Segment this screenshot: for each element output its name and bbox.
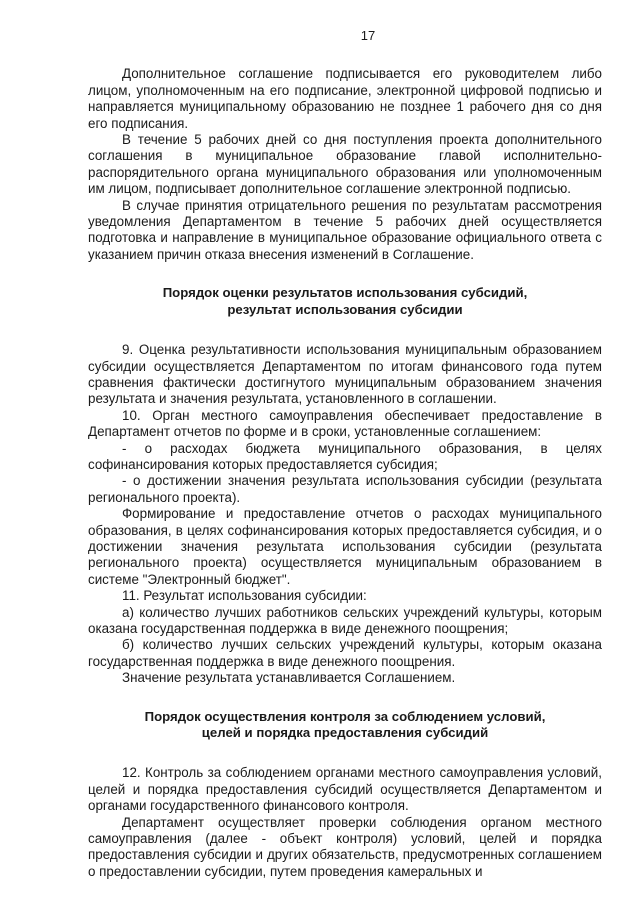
heading-line: целей и порядка предоставления субсидий	[201, 725, 489, 741]
list-item-b: б) количество лучших сельских учреждений культуры, которым оказана государственная поддержка в виде денежного поощрения.	[88, 637, 602, 669]
paragraph-five-days: В течение 5 рабочих дней со дня поступления проекта дополнительного соглашения в муниципальное образование главой исполнительно-распорядительного органа муниципального образования или уполномоченным им лицом, подписывает дополнительное соглашение электронной подписью.	[88, 132, 602, 197]
paragraph-item-9: 9. Оценка результативности использования муниципальным образованием субсидии осуществляется Департаментом по итогам финансового года путем сравнения фактически достигнутого муниципальным образованием значения результата и значения результата, установленного в соглашении.	[88, 342, 602, 407]
heading-line: результат использования субсидии	[227, 301, 463, 317]
paragraph-result-value: Значение результата устанавливается Соглашением.	[122, 670, 456, 686]
paragraph-item-11: 11. Результат использования субсидии:	[122, 588, 367, 604]
paragraph-item-10: 10. Орган местного самоуправления обеспечивает предоставление в Департамент отчетов по форме и в сроки, установленные соглашением:	[88, 407, 602, 440]
paragraph-reporting: Формирование и предоставление отчетов о расходах муниципального образования, в целях софинансирования которых предоставляется субсидия, и о достижении значения результата использования субсидии (результата регионального проекта) осуществляется муниципальным образованием в системе "Электронный бюджет".	[88, 506, 602, 587]
paragraph-negative-decision: В случае принятия отрицательного решения по результатам рассмотрения уведомления Департаментом в течение 5 рабочих дней осуществляется подготовка и направление в муниципальное образование официального ответа с указанием причин отказа внесения изменений в Соглашение.	[88, 197, 602, 262]
list-item-achievement: - о достижении значения результата использования субсидии (результата регионального проекта).	[88, 473, 602, 505]
heading-line: Порядок оценки результатов использования субсидий,	[162, 285, 528, 301]
paragraph-item-12: 12. Контроль за соблюдением органами местного самоуправления условий, целей и порядка предоставления субсидий осуществляется Департаментом и органами государственного финансового контроля.	[88, 765, 602, 814]
list-item-a: а) количество лучших работников сельских учреждений культуры, которым оказана государственная поддержка в виде денежного поощрения;	[88, 604, 602, 636]
heading-line: Порядок осуществления контроля за соблюдением условий,	[144, 708, 546, 724]
list-item-expenses: - о расходах бюджета муниципального образования, в целях софинансирования которых предоставляется субсидия;	[88, 440, 602, 472]
paragraph-inspections: Департамент осуществляет проверки соблюдения органом местного самоуправления (далее - объект контроля) условий, целей и порядка предоставления субсидии и других обязательств, предусмотренных соглашением о предоставлении субсидии, путем проведения камеральных и	[88, 814, 602, 879]
section-heading-evaluation	[88, 285, 602, 318]
paragraph-signing: Дополнительное соглашение подписывается его руководителем либо лицом, уполномоченным на его подписание, электронной цифровой подписью и направляется муниципальному образованию не позднее 1 рабочего дня со дня его подписания.	[88, 66, 602, 131]
page-number: 17	[360, 28, 376, 43]
section-heading-control	[88, 709, 602, 742]
